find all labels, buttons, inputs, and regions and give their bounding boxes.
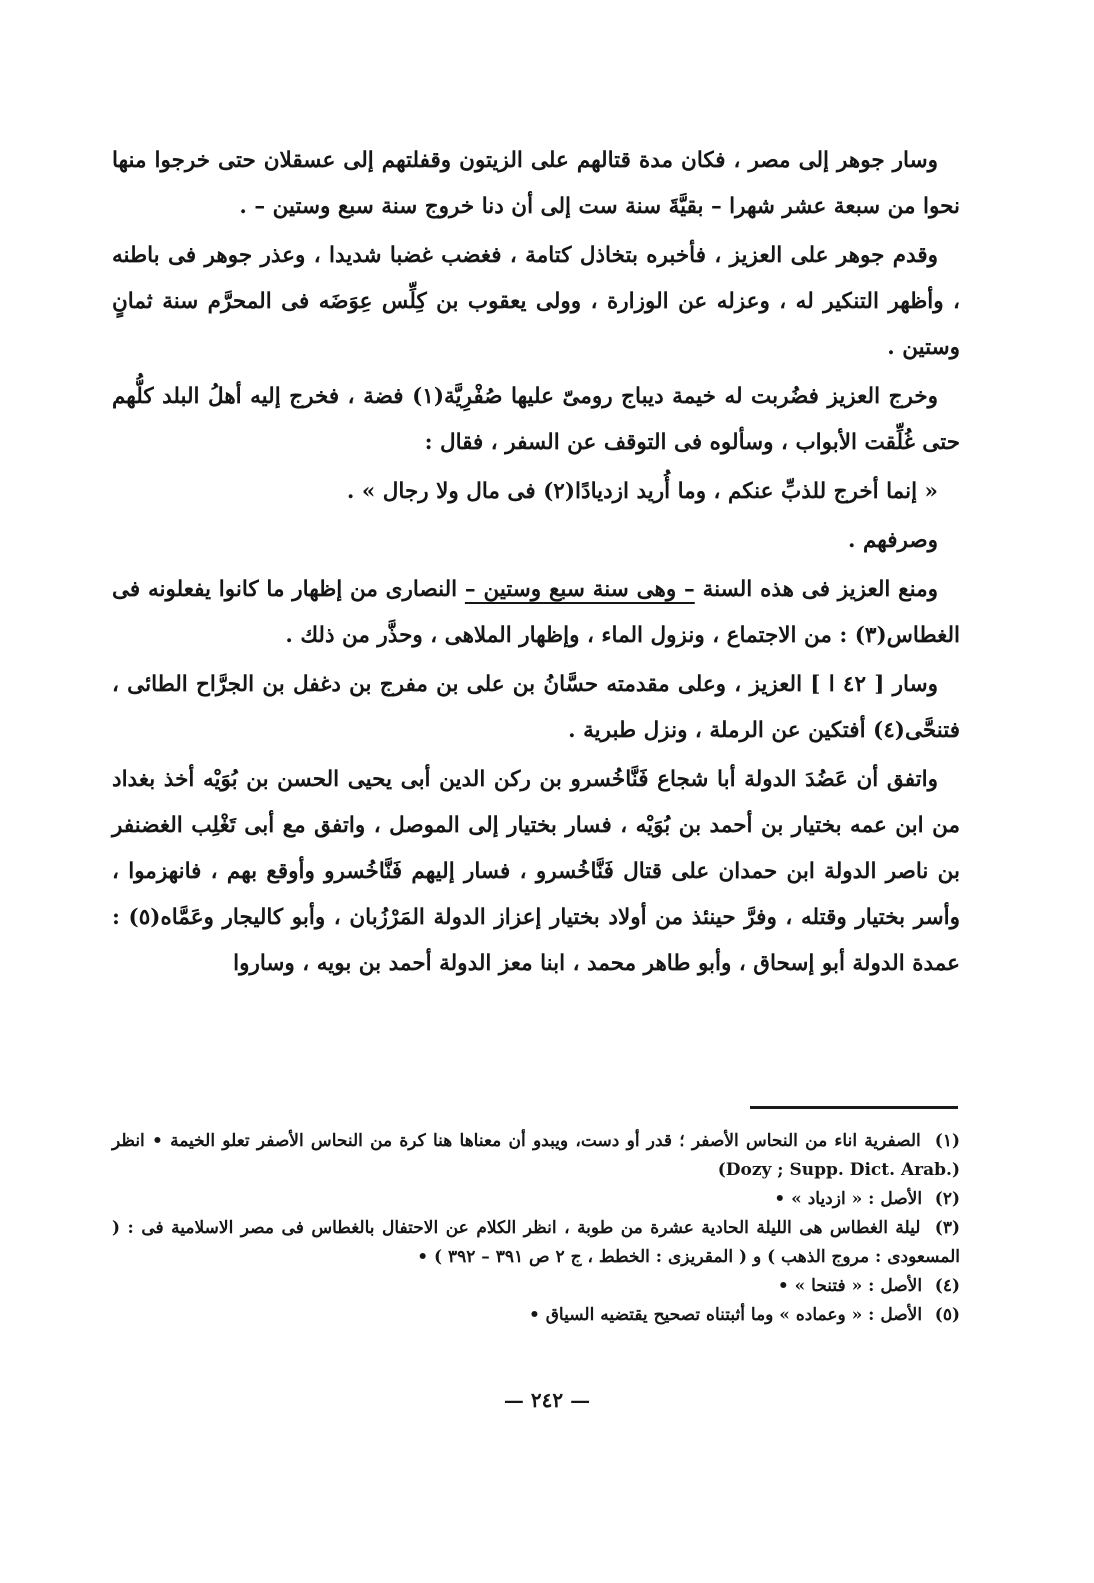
footnotes <box>112 1127 960 1330</box>
footnote-number: (١) <box>934 1131 960 1151</box>
footnote <box>112 1301 960 1330</box>
footnote <box>112 1127 960 1185</box>
footnote-reference: (Dozy ; Supp. Dict. Arab.) <box>717 1160 960 1180</box>
footnote-text: الأصل : « وعماده » وما أثبتناه تصحيح يقتضيه السياق • <box>528 1305 923 1325</box>
footnote <box>112 1185 960 1214</box>
paragraph: وصرفهم . <box>848 528 938 553</box>
footnote-number: (٥) <box>934 1305 960 1325</box>
footnote-number: (٤) <box>934 1276 960 1296</box>
paragraph: واتفق أن عَضُدَ الدولة أبا شجاع فَنَّاخُسرو بن ركن الدين أبى يحيى الحسن بن بُوَيْه أخذ بغداد من ابن عمه بختيار بن أحمد بن بُوَيْه ، فسار بختيار إلى الموصل ، واتفق مع أبى تَغْلِب الغضنفر بن ناصر الدولة ابن حمدان على قتال فَنَّاخُسرو ، فسار إليهم فَنَّاخُسرو وأوقع بهم ، فانهزموا ، وأسر بختيار وقتله ، وفرَّ حينئذ من أولاد بختيار إعزاز الدولة المَرْزُبان ، وأبو كاليجار وعَمَّاه(٥) : عمدة الدولة أبو إسحاق ، وأبو طاهر محمد ، ابنا معز الدولة أحمد بن بويه ، وساروا <box>112 767 960 976</box>
text-span: النصارى من إظهار ما كانوا يفعلونه فى الغطاس(٣) : من الاجتماع ، ونزول الماء ، وإظهار الملاهى ، وحذَّر من ذلك . <box>112 577 960 648</box>
footnote <box>112 1214 960 1272</box>
paragraph: وسار [ ٤٢ ا ] العزيز ، وعلى مقدمته حسَّانُ بن على بن مفرج بن دغفل بن الجرَّاح الطائى ، فتنحَّى(٤) أفتكين عن الرملة ، ونزل طبرية . <box>112 672 960 743</box>
page-number: — ٢٤٢ — <box>503 1388 591 1412</box>
paragraph <box>112 567 960 659</box>
underlined-text: – وهى سنة سبع وستين – <box>464 577 695 602</box>
footnote-text: ليلة الغطاس هى الليلة الحادية عشرة من طوبة ، انظر الكلام عن الاحتفال بالغطاس فى مصر الاسلامية فى : ( المسعودى : مروج الذهب ) و ( المقريزى : الخطط ، ج ٢ ص ٣٩١ – ٣٩٢ ) • <box>112 1218 960 1267</box>
paragraph: وخرج العزيز فضُربت له خيمة ديباج رومىّ عليها صُفْرِيَّة(١) فضة ، فخرج إليه أهلُ البلد كلُّهم حتى غُلِّقت الأبواب ، وسألوه فى التوقف عن السفر ، فقال : <box>112 384 960 455</box>
footnote-text: الأصل : « ازدياد » • <box>774 1189 923 1209</box>
paragraph: وسار جوهر إلى مصر ، فكان مدة قتالهم على الزيتون وقفلتهم إلى عسقلان حتى خرجوا منها نحوا من سبعة عشر شهرا – بقيَّةَ سنة ست إلى أن دنا خروج سنة سبع وستين – . <box>112 148 960 219</box>
main-text <box>112 138 960 987</box>
footnote-number: (٣) <box>934 1218 960 1238</box>
footnote-text: الأصل : « فتنحا » • <box>777 1276 923 1296</box>
footnote <box>112 1272 960 1301</box>
paragraph: وقدم جوهر على العزيز ، فأخبره بتخاذل كتامة ، فغضب غضبا شديدا ، وعذر جوهر فى باطنه ، وأظهر التنكير له ، وعزله عن الوزارة ، وولى يعقوب بن كِلِّس عِوَضَه فى المحرَّم سنة ثمانٍ وستين . <box>112 243 960 360</box>
quote-paragraph: « إنما أخرج للذبِّ عنكم ، وما أُريد ازديادًا(٢) فى مال ولا رجال » . <box>346 479 938 504</box>
text-span: ومنع العزيز فى هذه السنة <box>694 577 938 602</box>
footnote-text: الصفرية اناء من النحاس الأصفر ؛ قدر أو دست، ويبدو أن معناها هنا كرة من النحاس الأصفر تعلو الخيمة • انظر <box>112 1131 921 1151</box>
footnote-separator <box>750 1106 958 1109</box>
footnote-number: (٢) <box>934 1189 960 1209</box>
